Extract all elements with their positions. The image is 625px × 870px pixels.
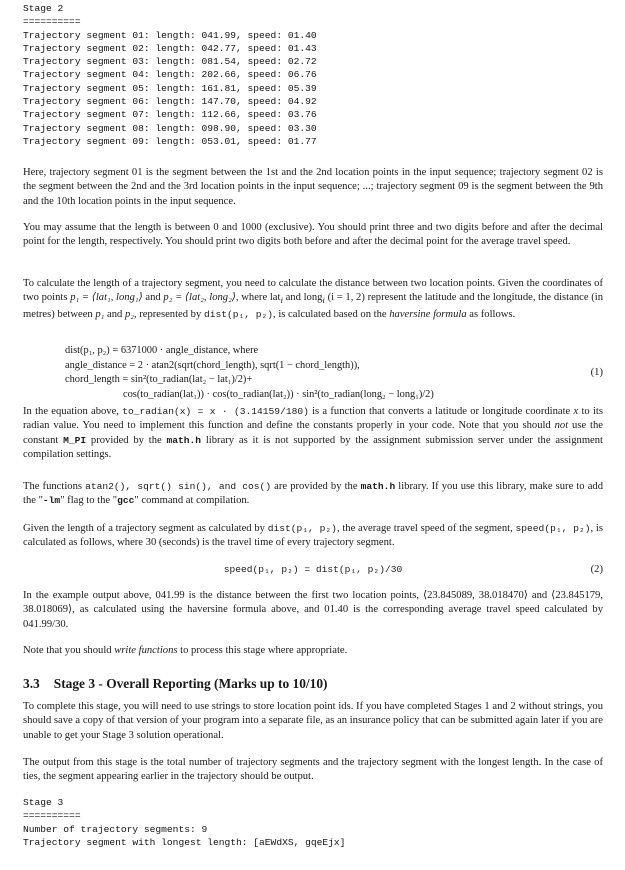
paragraph-note: Note that you should write functions to process this stage where appropriate.	[23, 645, 348, 656]
segment-line: Trajectory segment 03: length: 081.54, speed: 02.72	[23, 56, 317, 68]
paragraph-segments: Here, trajectory segment 01 is the segment between the 1st and the 2nd location points in the input sequence; trajectory segment 02 is the segment between the 2nd and the 3rd location points in the input sequence; ...; trajectory segment 09 is the segment between the 9th and the 10th location points in the input sequence.	[23, 167, 603, 207]
equation-1-line: chord_length = sin²(to_radian(lat₂ − lat₁)/2)+	[65, 374, 253, 386]
segment-line: Trajectory segment 08: length: 098.90, speed: 03.30	[23, 122, 317, 134]
stage3-rule: ==========	[23, 810, 81, 822]
haversine-term: haversine formula	[389, 308, 467, 320]
stage3-line: Trajectory segment with longest length: [aEWdXS, gqeEjx]	[23, 836, 346, 848]
dist-ref: dist(p₁, p₂)	[203, 308, 274, 320]
segment-line: Trajectory segment 01: length: 041.99, speed: 01.40	[23, 29, 317, 41]
to-radian-definition: to_radian(x) = x · (3.14159/180)	[122, 406, 309, 417]
paragraph-functions: The functions atan2(), sqrt() sin(), and cos() are provided by the math.h library. If you use this library, make sure to add the "-lm" flag to the "gcc" command at compilation.	[23, 481, 603, 507]
paragraph-output: The output from this stage is the total number of trajectory segments and the trajectory segment with the longest length. In the case of ties, the segment appearing earlier in the trajectory should be output.	[23, 757, 603, 783]
equation-1	[65, 344, 603, 402]
paragraph-example: In the example output above, 041.99 is the distance between the first two location points, ⟨23.845089, 38.018470⟩ and ⟨23.845179, 38.018069⟩, as calculated using the haversine formula above, and 01.40 is the corresponding average travel speed calculated by 041.99/30.	[23, 590, 603, 630]
equation-1-line: dist(p₁, p₂) = 6371000 · angle_distance, where	[65, 345, 259, 356]
stage3-title: Stage 3	[23, 797, 64, 808]
segment-line: Trajectory segment 06: length: 147.70, speed: 04.92	[23, 96, 317, 108]
section-heading	[23, 676, 328, 692]
equation-2	[23, 563, 603, 577]
segment-line: Trajectory segment 05: length: 161.81, speed: 05.39	[23, 82, 317, 94]
paragraph-haversine: To calculate the length of a trajectory segment, you need to calculate the distance between two location points. Given the coordinates of two points p₁ = ⟨lat₁, long₁⟩ and p₂ = ⟨lat₂, long₂⟩, where lat$_i$ and long$_i$ (i = 1, 2) represent the latitude and the longitude, the distance (in metres) between p₁ and p₂, represented by dist(p₁, p₂), is calculated based on the haversine formula as follows.	[23, 278, 603, 320]
equation-1-line: cos(to_radian(lat₁)) · cos(to_radian(lat₂)) · sin²(to_radian(long₂ − long₁)/2)	[123, 388, 434, 400]
equation-2-number: (2)	[590, 564, 603, 575]
segment-line: Trajectory segment 02: length: 042.77, speed: 01.43	[23, 42, 317, 54]
paragraph-speed: Given the length of a trajectory segment as calculated by dist(p₁, p₂), the average travel speed of the segment, speed(p₁, p₂), is calculated as follows, where 30 (seconds) is the travel time of every trajectory segment.	[23, 523, 603, 549]
p2-definition: p₂ = ⟨lat₂, long₂⟩	[163, 292, 236, 304]
stage3-output-block	[23, 796, 345, 849]
function-list: atan2(), sqrt() sin(), and cos()	[85, 481, 272, 492]
paragraph-stage3: To complete this stage, you will need to use strings to store location point ids. If you have completed Stages 1 and 2 without strings, you should save a copy of that version of your program into a separate file, as an insurance policy that can be submitted again later if you are unable to get your Stage 3 solution operational.	[23, 701, 603, 741]
section-title: Stage 3 - Overall Reporting (Marks up to 10/10)	[53, 676, 328, 691]
lm-flag: -lm	[42, 495, 61, 507]
stage2-output-block	[23, 2, 317, 148]
stage2-rule: ==========	[23, 16, 81, 28]
stage3-line: Number of trajectory segments: 9	[23, 823, 208, 835]
equation-1-number: (1)	[590, 367, 603, 378]
equation-1-line: angle_distance = 2 · atan2(sqrt(chord_length), sqrt(1 − chord_length)),	[65, 359, 360, 371]
p1-definition: p₁ = ⟨lat₁, long₁⟩	[70, 292, 143, 304]
mpi-constant: M_PI	[63, 434, 87, 446]
write-functions-emphasis: write functions	[114, 645, 178, 656]
section-number: 3.3	[23, 676, 40, 691]
gcc-command: gcc	[117, 495, 135, 507]
paragraph-toradian: In the equation above, to_radian(x) = x · (3.14159/180) is a function that converts a latitude or longitude coordinate x to its radian value. You need to implement this function and define the constants properly in your code. Note that you should not use the constant M_PI provided by the math.h library as it is not supported by the assignment submission server under the assignment compilation settings.	[23, 406, 604, 461]
segment-line: Trajectory segment 04: length: 202.66, speed: 06.76	[23, 69, 317, 81]
paragraph-digits: You may assume that the length is between 0 and 1000 (exclusive). You should print three and two digits before and after the decimal point for the length, respectively. You should print two digits both before and after the decimal point for the average travel speed.	[23, 222, 603, 248]
segment-line: Trajectory segment 09: length: 053.01, speed: 01.77	[23, 135, 317, 147]
stage2-title: Stage 2	[23, 3, 64, 14]
equation-2-text: speed(p₁, p₂) = dist(p₁, p₂)/30	[223, 564, 403, 575]
segment-line: Trajectory segment 07: length: 112.66, speed: 03.76	[23, 109, 317, 121]
